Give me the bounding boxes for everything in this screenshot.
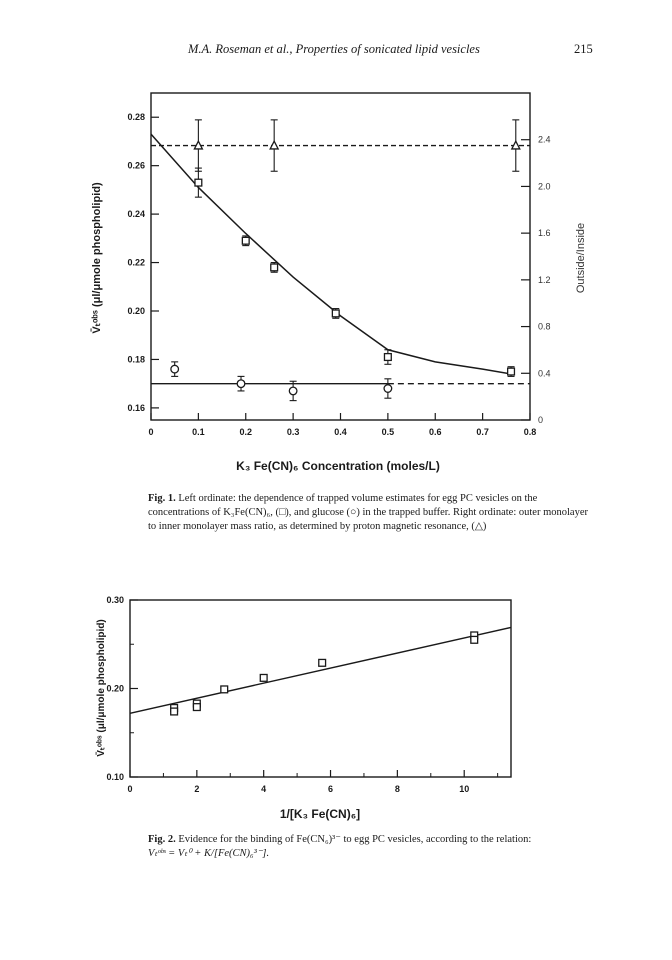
- fig1-circle-point: [289, 387, 297, 395]
- fig2-square-point: [471, 636, 478, 643]
- fig1-circle-point: [384, 385, 392, 393]
- fig2-y-tick-label: 0.20: [106, 683, 124, 694]
- fig1-right-y-tick-label: 2.4: [538, 134, 551, 145]
- figure-1-caption: [148, 492, 598, 534]
- fig2-y-tick-label: 0.10: [106, 772, 124, 782]
- fig2-axes: [130, 600, 511, 777]
- fig1-x-tick-label: 0: [148, 427, 154, 437]
- fig1-right-y-tick-label: 0.8: [538, 321, 551, 332]
- fig1-caption-text: Left ordinate: the dependence of trapped volume estimates for egg PC vesicles on the concentrations of K₃Fe(CN)₆, (□), and glucose (○) in the trapped buffer. Right ordinate: outer monolayer to inner monolayer mass ratio, as determined by proton magnetic resonance, (△): [148, 493, 588, 532]
- fig1-left-y-tick-label: 0.20: [127, 306, 145, 316]
- fig1-left-y-tick-label: 0.16: [127, 402, 145, 413]
- fig1-square-point: [195, 179, 202, 186]
- fig1-fit-lines: [151, 134, 530, 383]
- fig1-left-y-tick-label: 0.28: [127, 112, 145, 123]
- fig1-left-y-tick-label: 0.18: [127, 354, 145, 365]
- fig2-x-axis-label: 1/[K₃ Fe(CN)₆]: [279, 807, 361, 821]
- fig1-circle-point: [171, 365, 179, 373]
- fig1-square-point: [242, 237, 249, 244]
- fig1-square-point: [384, 354, 391, 361]
- fig2-plot-frame: [130, 600, 511, 777]
- fig1-square-point: [271, 264, 278, 271]
- fig2-x-tick-label: 6: [328, 784, 334, 794]
- fig1-square-point: [508, 368, 515, 375]
- fig2-square-point: [260, 674, 267, 681]
- fig1-ticks: [127, 112, 550, 437]
- fig2-square-point: [193, 704, 200, 711]
- fig2-square-point: [221, 686, 228, 693]
- fig1-x-tick-label: 0.3: [286, 427, 300, 437]
- fig2-y-tick-label: 0.30: [106, 595, 124, 605]
- fig1-square-point: [332, 310, 339, 317]
- fig1-x-tick-label: 0.6: [428, 427, 442, 437]
- fig2-caption-text: Evidence for the binding of Fe(CN₆)³⁻ to egg PC vesicles, according to the relation:: [178, 834, 532, 845]
- fig1-left-y-axis-label: V̄ₜᵒᵇˢ (μl/μmole phospholipid): [91, 182, 103, 334]
- fig2-x-tick-label: 4: [261, 784, 267, 794]
- fig2-x-tick-label: 0: [127, 784, 133, 794]
- fig1-x-tick-label: 0.8: [523, 427, 537, 437]
- fig1-x-tick-label: 0.7: [476, 427, 489, 437]
- fig2-y-axis-label: V̄ₜᵒᵇˢ (μl/μmole phospholipid): [96, 619, 107, 757]
- fig1-right-y-tick-label: 0.4: [538, 368, 551, 379]
- fig2-points: [171, 632, 478, 715]
- fig1-caption-label: Fig. 1.: [148, 493, 176, 504]
- fig1-right-y-tick-label: 0: [538, 415, 544, 425]
- fig1-x-tick-label: 0.2: [239, 427, 253, 437]
- fig1-right-y-tick-label: 1.2: [538, 274, 551, 285]
- fig1-points: [171, 120, 520, 401]
- fig1-left-y-tick-label: 0.22: [127, 257, 145, 268]
- fig1-left-y-tick-label: 0.26: [127, 160, 145, 171]
- fig1-plot-frame: [151, 93, 530, 420]
- fig2-square-point: [171, 708, 178, 715]
- fig2-fit-line: [130, 627, 511, 713]
- fig1-x-tick-label: 0.4: [334, 427, 347, 437]
- figure-2-caption: [148, 833, 598, 861]
- fig2-ticks: [106, 595, 497, 794]
- fig2-x-tick-label: 8: [394, 784, 400, 794]
- fig1-x-tick-label: 0.5: [381, 427, 395, 437]
- fig2-caption-label: Fig. 2.: [148, 834, 176, 845]
- running-title: M.A. Roseman et al., Properties of sonicated lipid vesicles: [188, 42, 480, 56]
- fig1-square-fit-curve: [151, 134, 511, 374]
- fig1-x-tick-label: 0.1: [192, 427, 205, 437]
- fig2-x-tick-label: 10: [459, 784, 470, 794]
- fig1-right-y-axis-label: Outside/Inside: [575, 222, 587, 294]
- fig1-right-y-tick-label: 1.6: [538, 228, 551, 239]
- fig2-x-tick-label: 2: [194, 784, 200, 794]
- fig2-square-point: [319, 659, 326, 666]
- fig1-x-axis-label: K₃ Fe(CN)₆ Concentration (moles/L): [236, 459, 440, 473]
- fig2-linear-fit-line: [130, 627, 511, 713]
- fig2-caption-relation: Vₜᵒᵇˢ = Vₜ⁰ + K/[Fe(CN)₆³⁻].: [148, 848, 270, 859]
- page-number: 215: [574, 42, 593, 56]
- fig1-axes: [151, 93, 530, 420]
- fig1-circle-point: [237, 380, 245, 388]
- fig1-left-y-tick-label: 0.24: [127, 209, 145, 220]
- fig1-right-y-tick-label: 2.0: [538, 181, 551, 192]
